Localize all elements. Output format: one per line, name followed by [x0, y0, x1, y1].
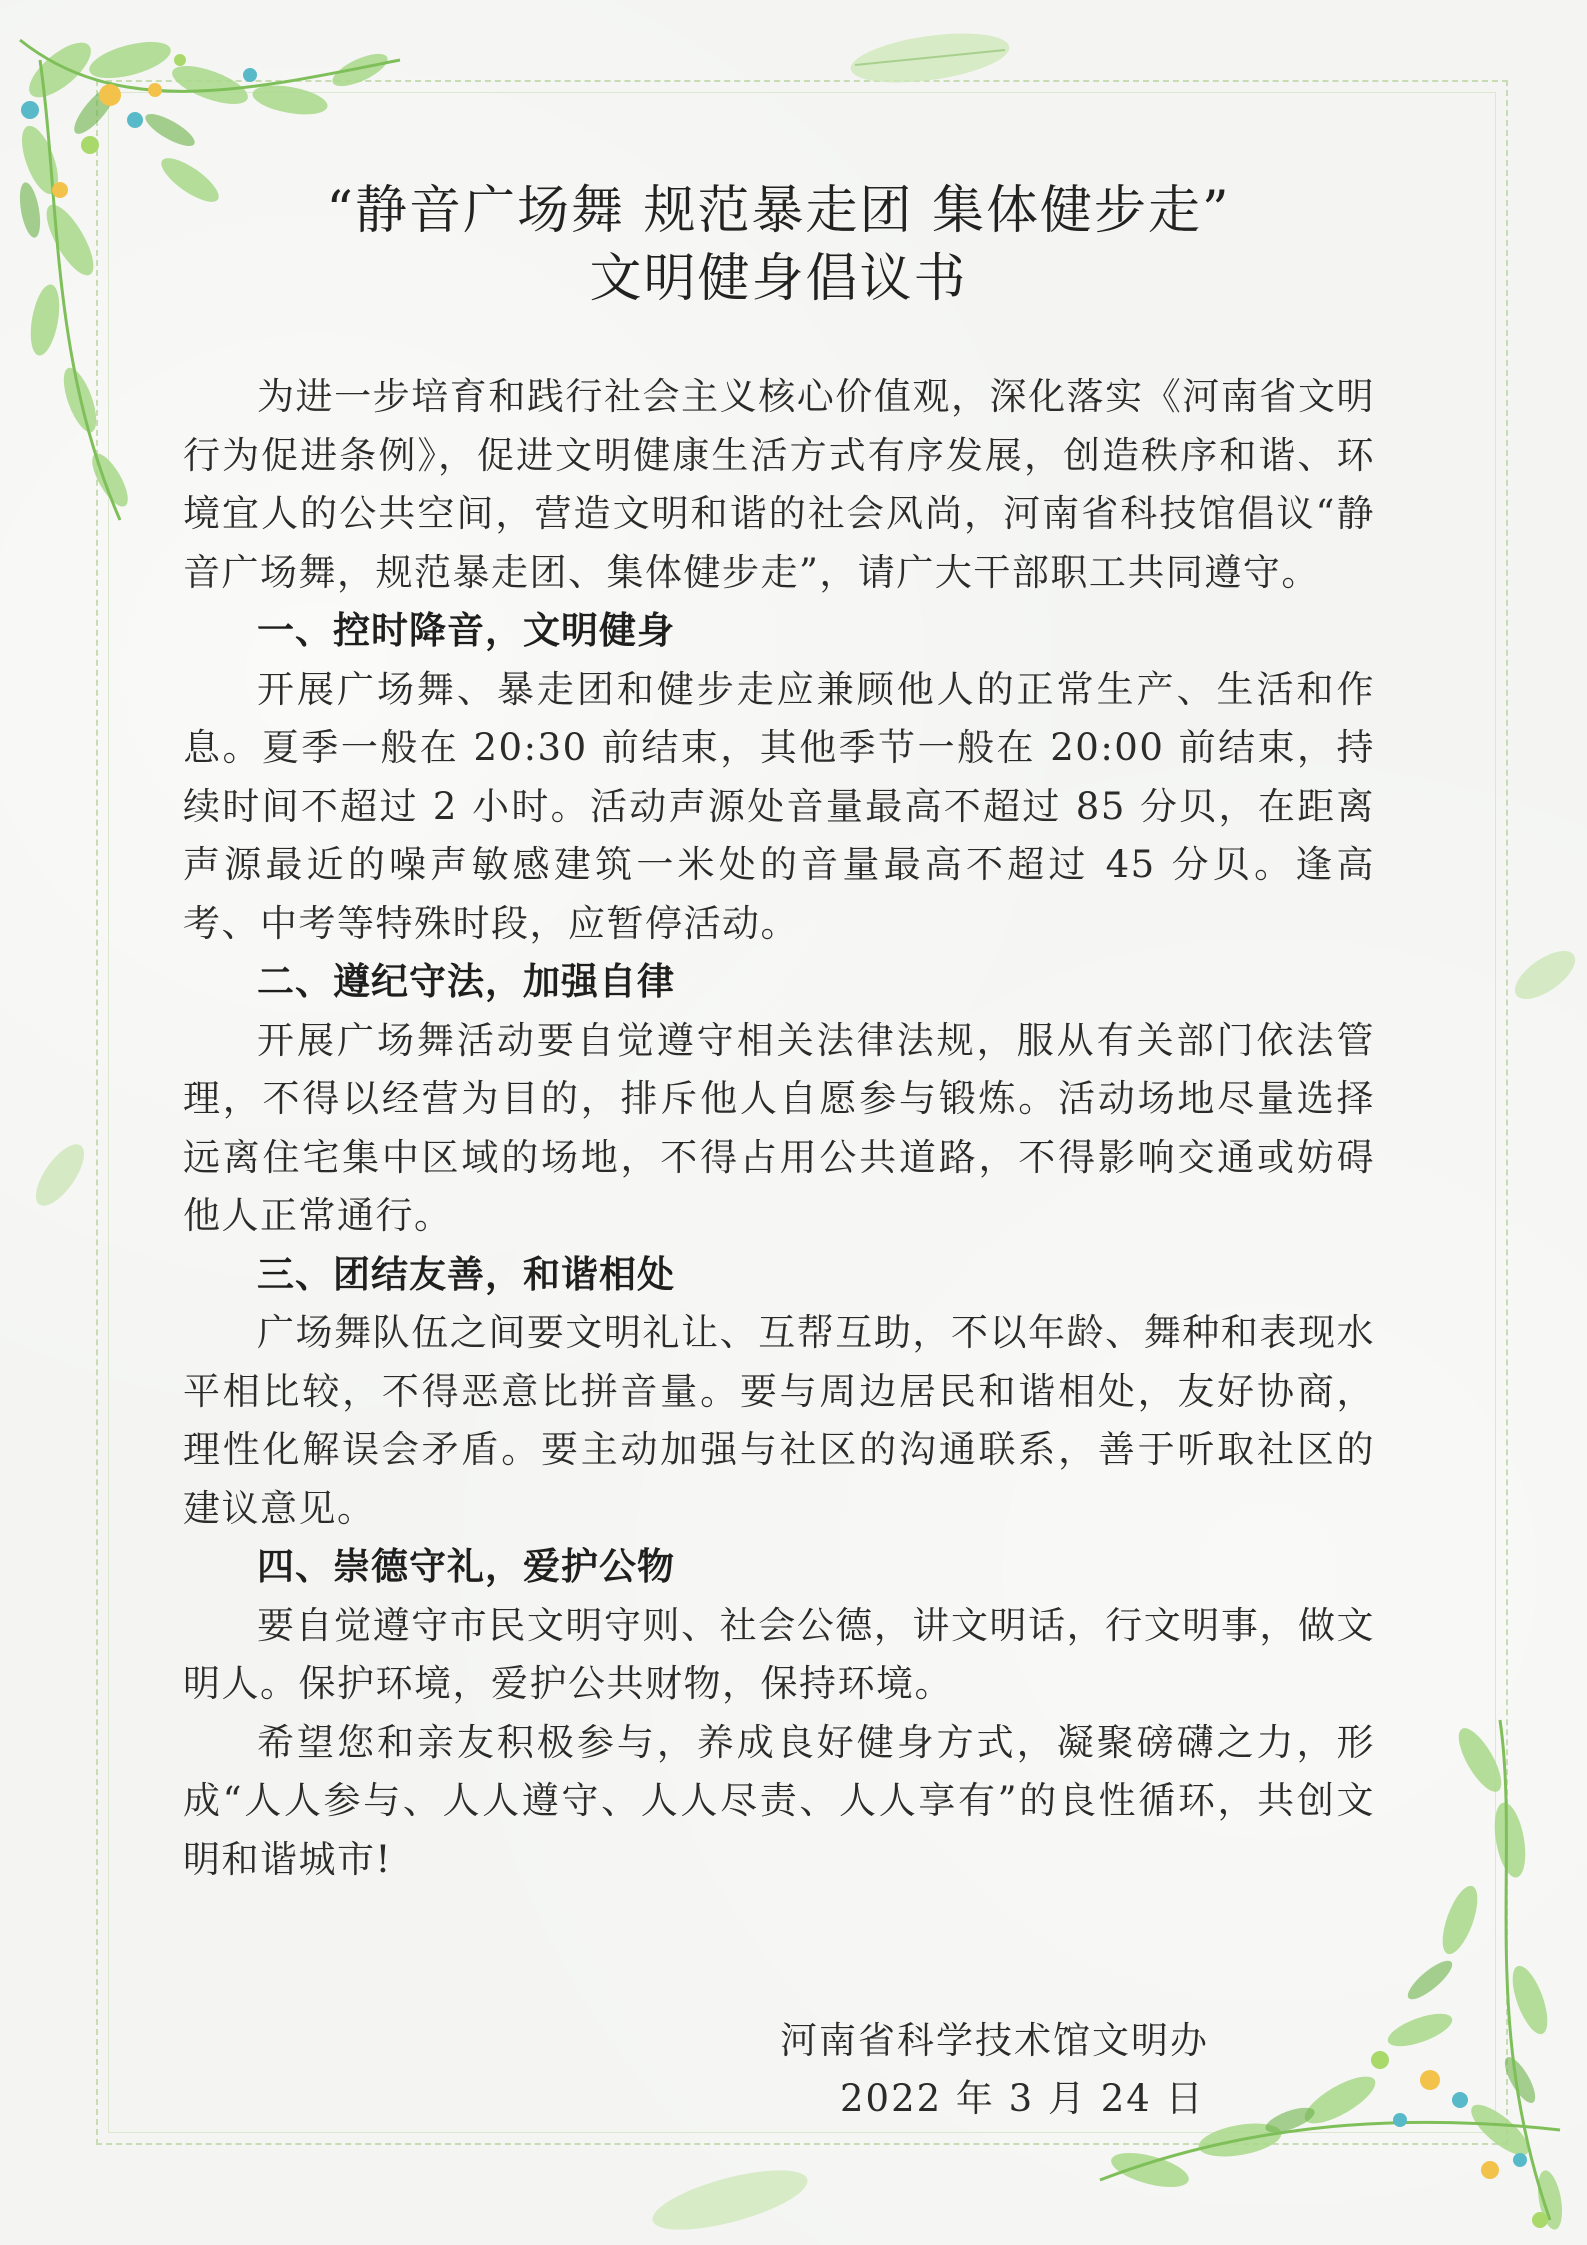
- section-heading: 二、遵纪守法，加强自律: [257, 960, 675, 1003]
- section-paragraph: 要自觉遵守市民文明守则、社会公德，讲文明话，行文明事，做文明人。保护环境，爱护公共财物，保持环境。: [183, 1603, 1375, 1705]
- document-title-line2: 文明健身倡议书: [589, 249, 968, 309]
- signature-date: 2022 年 3 月 24 日: [840, 2077, 1205, 2120]
- section-heading: 一、控时降音，文明健身: [257, 609, 675, 652]
- leaf-icon: [840, 20, 1020, 90]
- signature-organization: 河南省科学技术馆文明办: [780, 2019, 1209, 2062]
- section-paragraph: 广场舞队伍之间要文明礼让、互帮互助，不以年龄、舞种和表现水平相比较，不得恶意比拼音量。要与周边居民和谐相处，友好协商，理性化解误会矛盾。要主动加强与社区的沟通联系，善于听取社区的建议意见。: [183, 1311, 1375, 1530]
- closing-paragraph: 希望您和亲友积极参与，养成良好健身方式，凝聚磅礴之力，形成“人人参与、人人遵守、人人尽责、人人享有”的良性循环，共创文明和谐城市!: [183, 1720, 1375, 1881]
- leaf-icon: [20, 1130, 100, 1220]
- section-heading: 三、团结友善，和谐相处: [257, 1252, 675, 1296]
- document-body: [183, 368, 1375, 1889]
- document-title-line1: “静音广场舞 规范暴走团 集体健步走”: [326, 181, 1231, 241]
- leaf-icon: [1505, 935, 1585, 1015]
- section-paragraph: 开展广场舞、暴走团和健步走应兼顾他人的正常生产、生活和作息。夏季一般在 20:30 前结束，其他季节一般在 20:00 前结束，持续时间不超过 2 小时。活动声源处音量最高不超过 85 分贝，在距离声源最近的噪声敏感建筑一米处的音量最高不超过 45 分贝。逢高考、中考等特殊时段，应暂停活动。: [183, 667, 1375, 945]
- intro-paragraph: 为进一步培育和践行社会主义核心价值观，深化落实《河南省文明行为促进条例》，促进文明健康生活方式有序发展，创造秩序和谐、环境宜人的公共空间，营造文明和谐的社会风尚，河南省科技馆倡议“静音广场舞，规范暴走团、集体健步走”，请广大干部职工共同遵守。: [183, 375, 1375, 594]
- section-paragraph: 开展广场舞活动要自觉遵守相关法律法规，服从有关部门依法管理，不得以经营为目的，排斥他人自愿参与锻炼。活动场地尽量选择远离住宅集中区域的场地，不得占用公共道路，不得影响交通或妨碍他人正常通行。: [183, 1018, 1375, 1237]
- section-heading: 四、崇德守礼，爱护公物: [257, 1545, 675, 1588]
- leaf-icon: [640, 2160, 820, 2240]
